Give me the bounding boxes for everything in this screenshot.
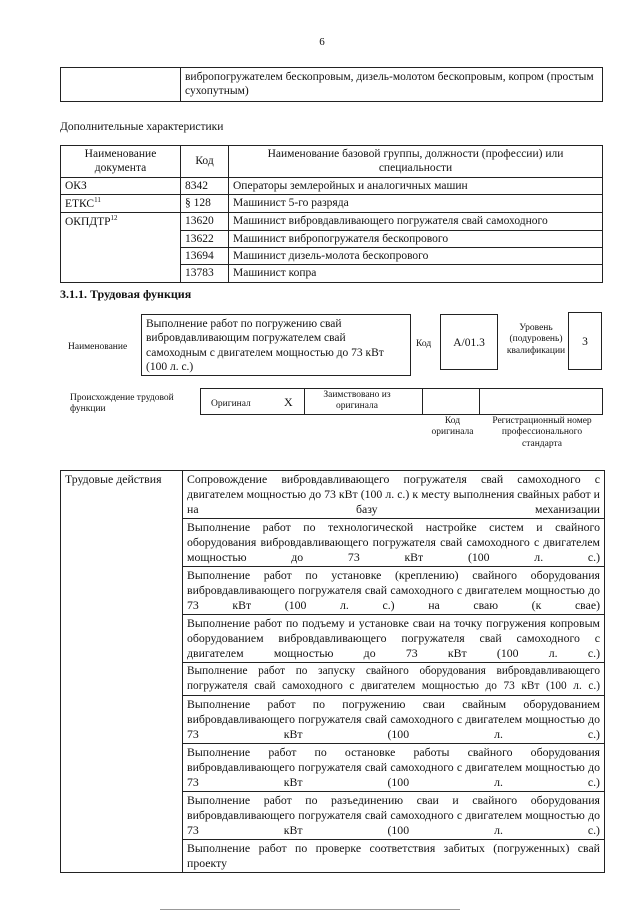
additional-row	[61, 195, 603, 213]
footnote-ref: 11	[94, 196, 101, 205]
row-name: Машинист копра	[229, 265, 603, 282]
function-heading: 3.1.1. Трудовая функция	[60, 287, 192, 301]
row-name: Машинист вибропогружателя бескопрового	[229, 230, 603, 247]
action-item: Выполнение работ по технологической настройке систем и свайного оборудования вибровдавливающего погружателя свай самоходного с двигателем мощностью до 73 кВт (100 л. с.)	[183, 519, 605, 567]
additional-heading: Дополнительные характеристики	[60, 121, 224, 133]
row-name: Машинист 5-го разряда	[229, 195, 603, 213]
row-code: 13694	[181, 248, 229, 265]
additional-row	[61, 177, 603, 194]
action-item: Выполнение работ по погружению сваи свайным оборудованием вибровдавливающего погружателя свай самоходного с двигателем мощностью до 73 кВт (100 л. с.)	[183, 696, 605, 744]
page-number: 6	[319, 36, 325, 48]
continuation-empty-cell	[61, 68, 181, 102]
row-name: Машинист вибровдавливающего погружателя свай самоходного	[229, 213, 603, 230]
code-box	[440, 314, 498, 370]
row-name: Машинист дизель-молота бескопрового	[229, 248, 603, 265]
function-name-value: Выполнение работ по погружению свай вибровдавливающим погружателем свай самоходным с двигателем мощностью до 73 кВт (100 л. с.)	[146, 318, 384, 374]
origin-table	[200, 388, 603, 415]
reg-number-label: Регистрационный номер профессионального стандарта	[492, 416, 592, 449]
name-label: Наименование	[68, 342, 128, 352]
actions-table	[60, 470, 605, 873]
row-name: Операторы землеройных и аналогичных машин	[229, 177, 603, 194]
level-label: Уровень (подуровень) квалификации	[506, 323, 566, 356]
action-item: Выполнение работ по остановке работы свайного оборудования вибровдавливающего погружателя свай самоходного с двигателем мощностью до 73 кВт (100 л. с.)	[183, 744, 605, 792]
row-code: 13620	[181, 213, 229, 230]
additional-row	[61, 213, 603, 230]
origin-divider	[479, 389, 480, 414]
continuation-text: вибропогружателем бескопровым, дизель-молотом бескопровым, копром (простым сухопутным)	[181, 68, 603, 102]
action-item: Выполнение работ по разъединению сваи и свайного оборудования вибровдавливающего погружателя свай самоходного с двигателем мощностью до 73 кВт (100 л. с.)	[183, 792, 605, 840]
origin-divider	[422, 389, 423, 414]
footnote-ref: 12	[110, 214, 118, 223]
action-row	[61, 471, 605, 519]
header-name: Наименование базовой группы, должности (профессии) или специальности	[229, 146, 603, 178]
function-name-box	[141, 314, 411, 376]
origin-divider	[304, 389, 305, 414]
additional-header-row	[61, 146, 603, 178]
scan-artifact	[160, 909, 460, 910]
row-code: 8342	[181, 177, 229, 194]
code-original-label: Код оригинала	[431, 416, 474, 438]
row-doc: ЕТКС$^{11}$	[61, 195, 181, 213]
action-item: Выполнение работ по запуску свайного оборудования вибровдавливающего погружателя свай самоходного с двигателем мощностью до 73 кВт (100 л. с.)	[183, 663, 605, 696]
actions-label: Трудовые действия	[61, 471, 183, 873]
row-code: 13783	[181, 265, 229, 282]
action-item: Выполнение работ по установке (креплению) свайного оборудования вибровдавливающего погружателя свай самоходного с двигателем мощностью до 73 кВт (100 л. с.) на сваю (к свае)	[183, 567, 605, 615]
level-box	[568, 312, 602, 370]
row-doc: ОКЗ	[61, 177, 181, 194]
code-label: Код	[416, 339, 432, 349]
continuation-table	[60, 67, 603, 102]
row-code: 13622	[181, 230, 229, 247]
header-code: Код	[181, 146, 229, 178]
origin-label: Происхождение трудовой функции	[70, 393, 174, 415]
additional-table	[60, 145, 603, 283]
action-item: Выполнение работ по проверке соответствия забитых (погруженных) свай проекту	[183, 840, 605, 873]
original-label: Оригинал	[211, 399, 251, 409]
borrowed-label: Заимствовано из оригинала	[323, 390, 391, 412]
code-value: A/01.3	[453, 337, 485, 349]
row-code: § 128	[181, 195, 229, 213]
original-mark: X	[284, 395, 293, 409]
action-item: Сопровождение вибровдавливающего погружателя свай самоходного с двигателем мощностью до 73 кВт (100 л. с.) к месту выполнения свайных работ и на базу механизации	[183, 471, 605, 519]
row-doc: ОКПДТР$^{12}$	[61, 213, 181, 283]
level-value: 3	[582, 336, 588, 348]
action-item: Выполнение работ по подъему и установке сваи на точку погружения копровым оборудованием вибровдавливающего погружателя свай самоходного с двигателем мощностью до 73 кВт (100 л. с.)	[183, 615, 605, 663]
header-doc: Наименование документа	[61, 146, 181, 178]
